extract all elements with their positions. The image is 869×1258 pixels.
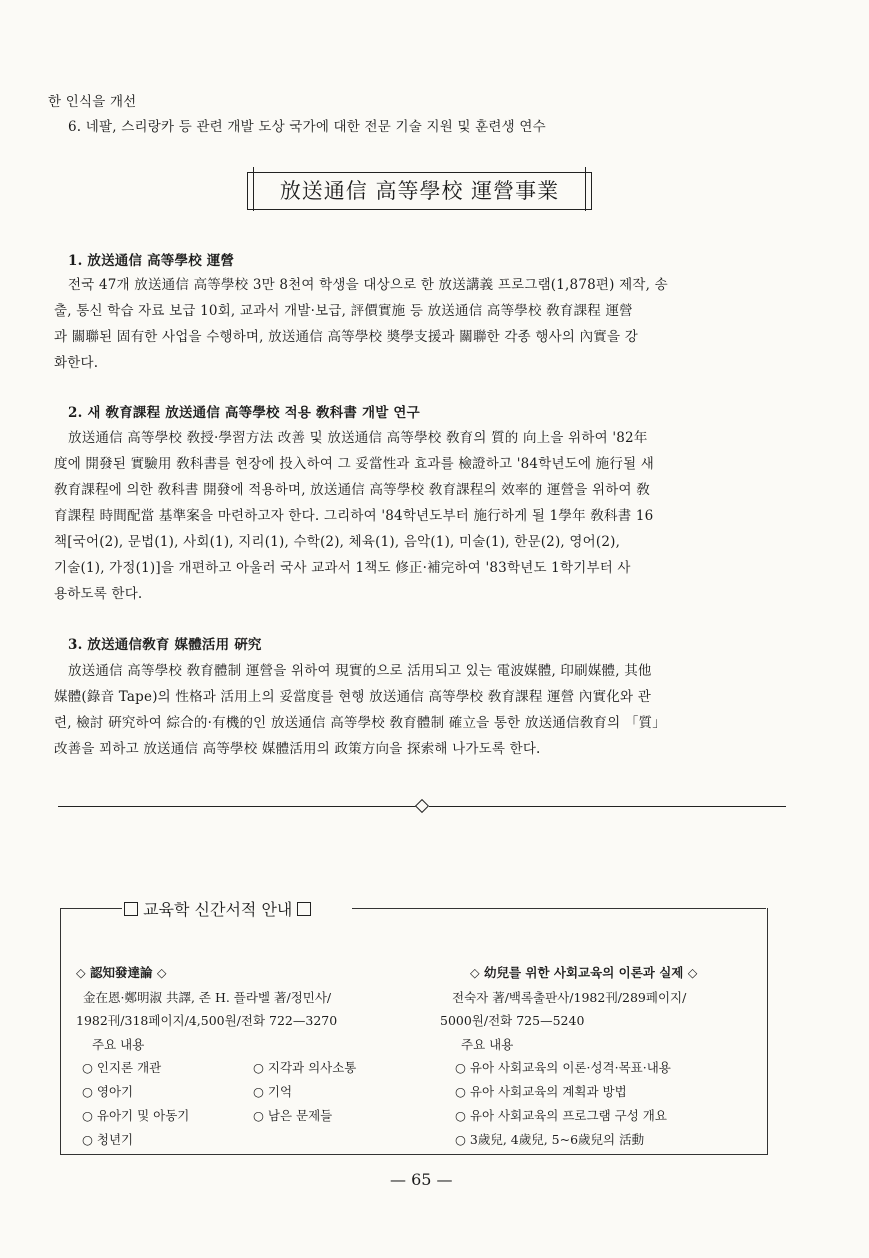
- contents-item: ○ 유아 사회교육의 계획과 방법: [455, 1084, 627, 1099]
- contents-item: ○ 유아 사회교육의 프로그램 구성 개요: [455, 1108, 667, 1123]
- intro-list-item: 6. 네팔, 스리랑카 등 관련 개발 도상 국가에 대한 전문 기술 지원 및 훈련생 연수: [68, 119, 546, 135]
- book-publication-info: 金在恩·鄭明淑 共譯, 존 H. 플라벨 著/정민사/: [83, 990, 332, 1005]
- separator-line-left: [58, 806, 416, 807]
- contents-item: ○ 영아기: [82, 1084, 134, 1099]
- book-title: ◇ 認知發達論 ◇: [76, 965, 167, 980]
- paragraph-line: 度에 開發된 實驗用 敎科書를 현장에 投入하여 그 妥當性과 효과를 檢證하고 '84학년도에 施行될 새: [54, 456, 655, 472]
- contents-label: 주요 내용: [92, 1037, 145, 1052]
- page-number: — 65 —: [390, 1170, 453, 1189]
- contents-item: ○ 유아 사회교육의 이론·성격·목표·내용: [455, 1060, 671, 1075]
- section-title: 放送通信 高等學校 運營事業: [247, 172, 592, 210]
- paragraph-line: 과 關聯된 固有한 사업을 수행하며, 放送通信 高等學校 奬學支援과 關聯한 각종 행사의 內實을 강: [54, 329, 638, 345]
- contents-item: ○ 지각과 의사소통: [253, 1060, 357, 1075]
- book-publication-info: 전숙자 著/백록출판사/1982刊/289페이지/: [452, 990, 687, 1005]
- diamond-ornament-icon: [415, 799, 429, 813]
- book-publication-info: 1982刊/318페이지/4,500원/전화 722—3270: [76, 1013, 338, 1028]
- paragraph-line: 育課程 時間配當 基準案을 마련하고자 한다. 그리하여 '84학년도부터 施行하게 될 1學年 敎科書 16: [54, 508, 654, 524]
- paragraph-line: 改善을 꾀하고 放送通信 高等學校 媒體活用의 政策方向을 探索해 나가도록 한다.: [54, 741, 541, 757]
- paragraph-line: 放送通信 高等學校 敎授·學習方法 改善 및 放送通信 高等學校 敎育의 質的 向上을 위하여 '82年: [68, 430, 648, 446]
- paragraph-line: 전국 47개 放送通信 高等學校 3만 8천여 학생을 대상으로 한 放送講義 프로그램(1,878편) 제작, 송: [68, 277, 668, 293]
- paragraph-line: 기술(1), 가정(1)]을 개편하고 아울러 국사 교과서 1책도 修正·補完하여 '83학년도 1학기부터 사: [54, 560, 631, 576]
- section-heading: 2. 새 敎育課程 放送通信 高等學校 적용 敎科書 개발 연구: [68, 405, 420, 421]
- contents-item: ○ 기억: [253, 1084, 293, 1099]
- paragraph-line: 책[국어(2), 문법(1), 사회(1), 지리(1), 수학(2), 체육(1), 음악(1), 미술(1), 한문(2), 영어(2),: [54, 534, 621, 550]
- contents-item: ○ 3歲兒, 4歲兒, 5~6歲兒의 活動: [455, 1132, 645, 1147]
- contents-label: 주요 내용: [461, 1037, 514, 1052]
- paragraph-line: 용하도록 한다.: [54, 586, 143, 602]
- box-top-border: [352, 908, 766, 909]
- contents-item: ○ 인지론 개관: [82, 1060, 162, 1075]
- contents-item: ○ 청년기: [82, 1132, 134, 1147]
- section-heading: 3. 放送通信敎育 媒體活用 硏究: [68, 637, 262, 653]
- intro-line: 한 인식을 개선: [48, 94, 137, 110]
- paragraph-line: 敎育課程에 의한 敎科書 開發에 적용하며, 放送通信 高等學校 敎育課程의 效率的 運營을 위하여 敎: [54, 482, 650, 498]
- section-heading: 1. 放送通信 高等學校 運營: [68, 253, 235, 269]
- paragraph-line: 放送通信 高等學校 敎育體制 運營을 위하여 現實的으로 活用되고 있는 電波媒體, 印刷媒體, 其他: [68, 663, 652, 679]
- square-icon: [124, 902, 138, 916]
- book-box-title-text: 교육학 신간서적 안내: [143, 900, 293, 919]
- book-publication-info: 5000원/전화 725—5240: [440, 1013, 585, 1028]
- contents-item: ○ 남은 문제들: [253, 1108, 333, 1123]
- paragraph-line: 媒體(錄音 Tape)의 性格과 活用上의 妥當度를 현행 放送通信 高等學校 敎育課程 運營 內實化와 관: [54, 689, 652, 705]
- book-box-title: [124, 897, 311, 920]
- square-icon: [297, 902, 311, 916]
- box-top-border: [60, 908, 122, 909]
- paragraph-line: 출, 통신 학습 자료 보급 10회, 교과서 개발·보급, 評價實施 등 放送通信 高等學校 敎育課程 運營: [54, 303, 633, 319]
- paragraph-line: 화한다.: [54, 355, 99, 371]
- contents-item: ○ 유아기 및 아동기: [82, 1108, 190, 1123]
- book-title: ◇ 幼兒를 위한 사회교육의 이론과 실제 ◇: [470, 965, 698, 980]
- paragraph-line: 련, 檢討 硏究하여 綜合的·有機的인 放送通信 高等學校 敎育體制 確立을 통한 放送通信敎育의 「質」: [54, 715, 666, 731]
- separator-line-right: [429, 806, 786, 807]
